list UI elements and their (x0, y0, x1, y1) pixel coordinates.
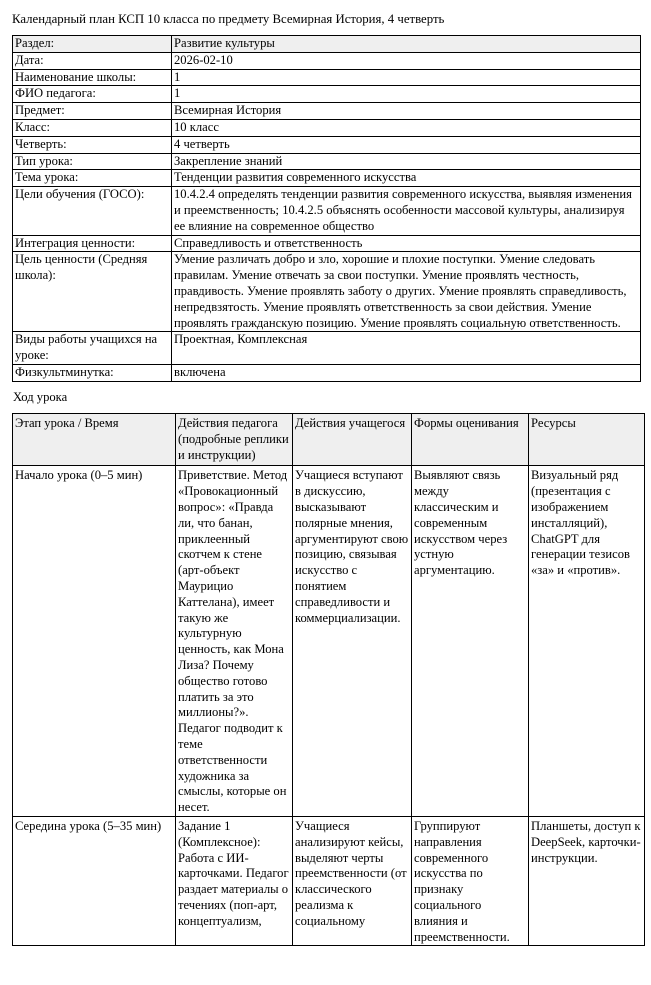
info-label: Цель ценности (Средняя школа): (13, 252, 172, 332)
info-row-value-integration (13, 235, 641, 252)
info-row-section (13, 36, 641, 53)
header-assessment: Формы оценивания (412, 414, 529, 466)
cell-student-actions: Учащиеся вступают в дискуссию, высказывают полярные мнения, аргументируют свою позицию, связывая искусство с понятием справедливости и коммерциализации. (293, 466, 412, 817)
info-value: Умение различать добро и зло, хорошие и плохие поступки. Умение следовать правилам. Умение отвечать за свои поступки. Умение проявлять честность, правдивость. Умение проявлять заботу о других. Умение проявлять справедливость, непредвзятость. Умение проявлять ответственность за свои действия. Умение проявлять гражданскую позицию. Умение проявлять социальную ответственность. (172, 252, 641, 332)
document-title: Календарный план КСП 10 класса по предмету Всемирная История, 4 четверть (12, 12, 445, 26)
info-label: ФИО педагога: (13, 86, 172, 103)
course-row-start (13, 466, 645, 817)
cell-teacher-actions: Задание 1 (Комплексное): Работа с ИИ-карточками. Педагог раздает материалы о течениях (поп-арт, концептуализм, (176, 816, 293, 945)
cell-stage: Начало урока (0–5 мин) (13, 466, 176, 817)
lesson-info-table (12, 35, 641, 382)
info-value: включена (172, 364, 641, 381)
info-value: 1 (172, 86, 641, 103)
info-value: Всемирная История (172, 103, 641, 120)
header-student-actions: Действия учащегося (293, 414, 412, 466)
course-header-row (13, 414, 645, 466)
lesson-course-table (12, 413, 645, 946)
cell-resources: Планшеты, доступ к DeepSeek, карточки-инструкции. (529, 816, 645, 945)
header-stage: Этап урока / Время (13, 414, 176, 466)
info-value: 2026-02-10 (172, 52, 641, 69)
info-label: Интеграция ценности: (13, 235, 172, 252)
info-row-teacher (13, 86, 641, 103)
info-label: Класс: (13, 119, 172, 136)
info-label: Наименование школы: (13, 69, 172, 86)
info-value: 10 класс (172, 119, 641, 136)
info-row-learning-goals (13, 187, 641, 235)
info-label: Четверть: (13, 136, 172, 153)
info-value: Проектная, Комплексная (172, 332, 641, 365)
info-value: Развитие культуры (172, 36, 641, 53)
info-value: Справедливость и ответственность (172, 235, 641, 252)
info-value: 10.4.2.4 определять тенденции развития современного искусства, выявляя изменения и преемственность; 10.4.2.5 объяснять особенности массовой культуры, анализируя ее влияние на современное общество (172, 187, 641, 235)
info-label: Тип урока: (13, 153, 172, 170)
cell-assessment: Группируют направления современного искусства по признаку социального влияния и преемственности. (412, 816, 529, 945)
info-row-lesson-type (13, 153, 641, 170)
header-resources: Ресурсы (529, 414, 645, 466)
info-label: Тема урока: (13, 170, 172, 187)
info-row-grade (13, 119, 641, 136)
info-label: Физкультминутка: (13, 364, 172, 381)
header-teacher-actions: Действия педагога (подробные реплики и инструкции) (176, 414, 293, 466)
course-row-middle (13, 816, 645, 945)
info-label: Предмет: (13, 103, 172, 120)
cell-teacher-actions: Приветствие. Метод «Провокационный вопрос»: «Правда ли, что банан, приклеенный скотчем к стене (арт-объект Маурицио Каттелана), имеет такую же культурную ценность, как Мона Лиза? Почему общество готово платить за это миллионы?». Педагог подводит к теме ответственности художника за смыслы, которые он несет. (176, 466, 293, 817)
info-row-subject (13, 103, 641, 120)
cell-stage: Середина урока (5–35 мин) (13, 816, 176, 945)
info-label: Раздел: (13, 36, 172, 53)
info-row-quarter (13, 136, 641, 153)
info-value: 4 четверть (172, 136, 641, 153)
info-row-topic (13, 170, 641, 187)
cell-student-actions: Учащиеся анализируют кейсы, выделяют черты преемственности (от классического реализма к социальному (293, 816, 412, 945)
info-label: Виды работы учащихся на уроке: (13, 332, 172, 365)
info-row-value-goal (13, 252, 641, 332)
info-label: Цели обучения (ГОСО): (13, 187, 172, 235)
info-row-work-types (13, 332, 641, 365)
info-row-physical-break (13, 364, 641, 381)
info-row-school (13, 69, 641, 86)
cell-resources: Визуальный ряд (презентация с изображением инсталляций), ChatGPT для генерации тезисов «за» и «против». (529, 466, 645, 817)
cell-assessment: Выявляют связь между классическим и современным искусством через устную аргументацию. (412, 466, 529, 817)
info-row-date (13, 52, 641, 69)
info-label: Дата: (13, 52, 172, 69)
info-value: 1 (172, 69, 641, 86)
course-section-label: Ход урока (13, 390, 68, 404)
info-value: Тенденции развития современного искусства (172, 170, 641, 187)
info-value: Закрепление знаний (172, 153, 641, 170)
